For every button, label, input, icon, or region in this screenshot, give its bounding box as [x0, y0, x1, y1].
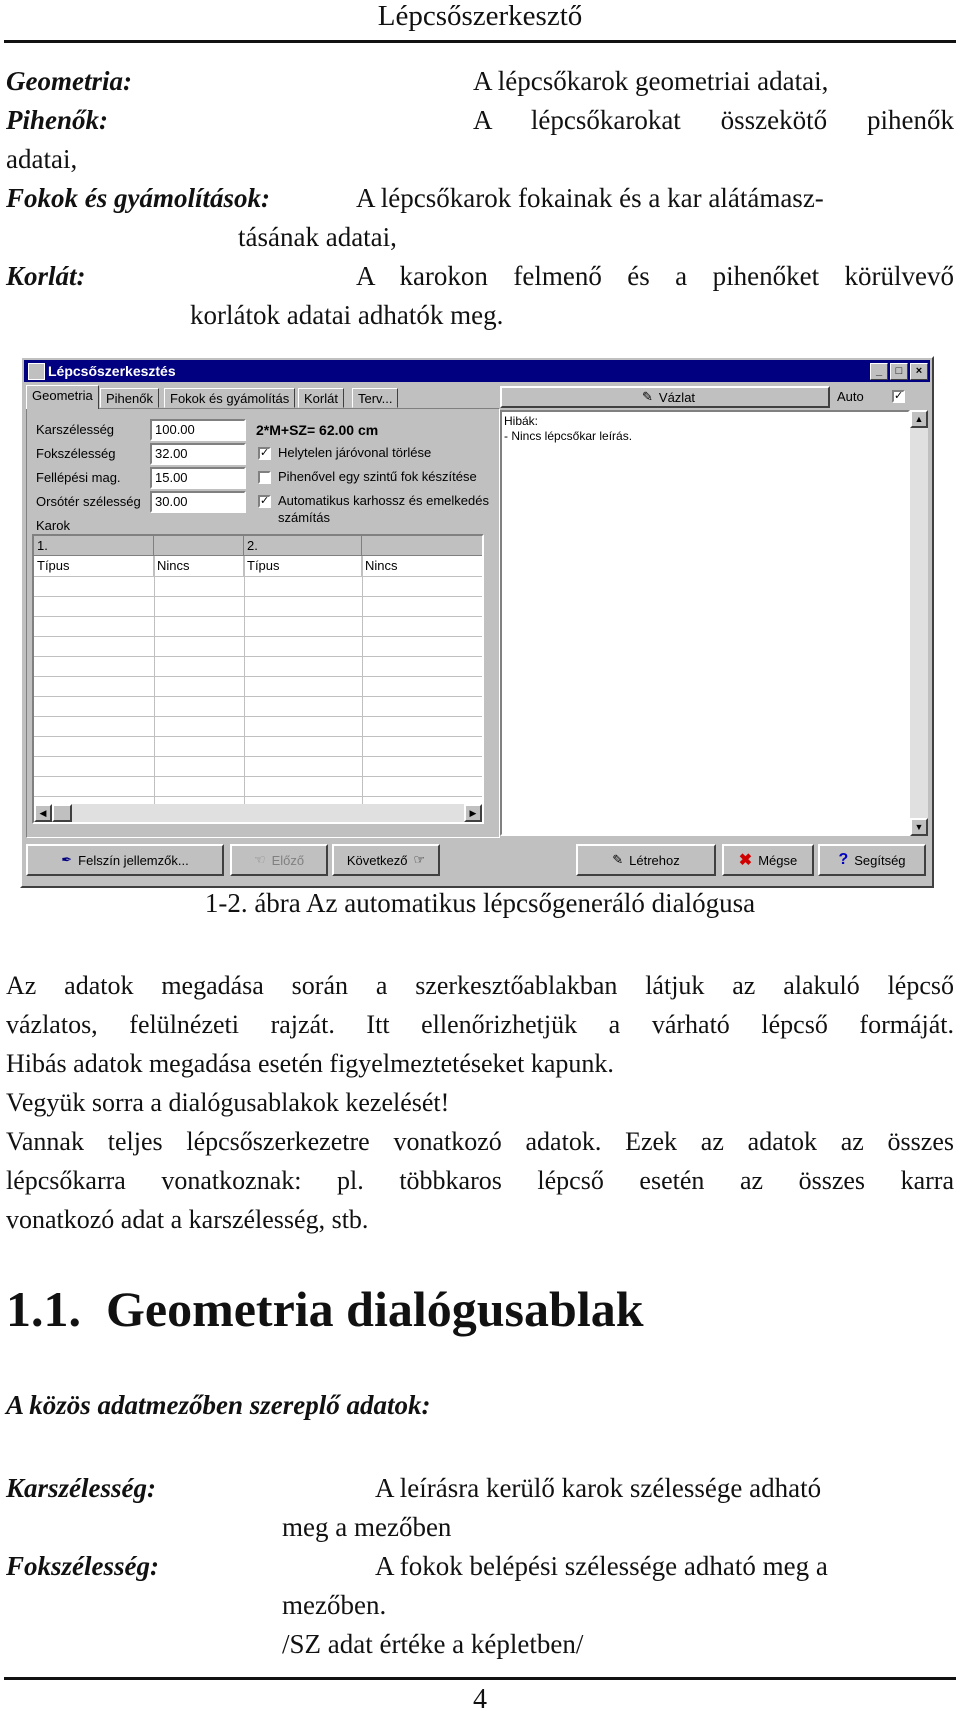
felszin-label: Felszín jellemzők... [78, 852, 189, 868]
grid-header-blank-2 [362, 536, 484, 556]
grid-row-line [34, 696, 484, 697]
megse-button[interactable] [722, 844, 814, 876]
grid-row-line [34, 776, 484, 777]
def-cont-fokszelesseg-2: /SZ adat értéke a képletben/ [282, 1629, 584, 1659]
vazlat-button[interactable] [500, 386, 830, 408]
p1-line-4: Vegyük sorra a dialógusablakok kezelését! [6, 1088, 450, 1117]
minimize-icon[interactable]: _ [870, 363, 888, 380]
dialog-title: Lépcsőszerkesztés [48, 363, 176, 379]
grid-row-line [34, 656, 484, 657]
figure-caption: 1-2. ábra Az automatikus lépcsőgeneráló dialógusa [204, 888, 756, 918]
field-label-fokszelesseg: Fokszélesség [36, 446, 116, 461]
def-cont-fokszelesseg-1: mezőben. [282, 1590, 387, 1620]
grid-hscrollbar[interactable] [34, 804, 482, 822]
pencil-icon: ✎ [642, 389, 653, 404]
intro-cont-fokok: tásának adatai, [238, 222, 397, 252]
section-title: 1.1. Geometria dialógusablak [6, 1281, 644, 1337]
karok-grid[interactable] [32, 534, 484, 824]
intro-text-pihenok: A lépcsőkarokat összekötő pihenők [473, 105, 954, 135]
help-question-icon: ? [838, 851, 849, 868]
segitseg-button[interactable] [818, 844, 926, 876]
intro-label-korlat: Korlát: [6, 261, 86, 291]
staircase-dialog-window [20, 356, 934, 888]
kovetkezo-label: Következő [346, 852, 408, 868]
grid-header-2: 2. [244, 536, 362, 556]
checkbox-jarovonal[interactable]: ✓ [260, 447, 270, 459]
def-text-karszelesseg: A leírásra kerülő karok szélessége adható [375, 1473, 822, 1503]
kovetkezo-button[interactable] [332, 844, 440, 876]
paragraph-2 [6, 1122, 954, 1239]
fellepesi-mag-input[interactable]: 15.00 [150, 467, 246, 489]
pencil-icon: ✎ [612, 852, 624, 867]
grid-cell-nincs-1[interactable]: Nincs [154, 556, 244, 576]
vazlat-label: Vázlat [658, 389, 696, 405]
p2-line-1: Vannak teljes lépcsőszerkezetre vonatkozó adatok. Ezek az adatok az összes [6, 1127, 954, 1156]
fokszelesseg-input[interactable]: 32.00 [150, 443, 246, 465]
def-cont-karszelesseg: meg a mezőben [282, 1512, 452, 1542]
grid-header-blank-1 [154, 536, 244, 556]
paragraph-1 [6, 966, 954, 1122]
auto-checkbox[interactable]: ✓ [894, 390, 904, 402]
grid-row-line [34, 616, 484, 617]
intro-text-fokok: A lépcsőkarok fokainak és a kar alátámasz- [356, 183, 824, 213]
field-label-karszelesseg: Karszélesség [36, 422, 115, 437]
errors-title: Hibák: [504, 414, 539, 428]
grid-row-line [34, 736, 484, 737]
intro-label-geometria: Geometria: [6, 66, 132, 96]
grid-col-line [244, 556, 245, 806]
grid-row-line [34, 796, 484, 797]
grid-col-line [362, 556, 363, 806]
def-label-fokszelesseg: Fokszélesség: [6, 1551, 159, 1581]
letrehoz-button[interactable] [576, 844, 716, 876]
field-label-fellepesi: Fellépési mag. [36, 470, 121, 485]
def-label-karszelesseg: Karszélesség: [6, 1473, 156, 1503]
grid-row-line [34, 576, 484, 577]
scroll-left-icon[interactable]: ◀ [34, 804, 52, 822]
maximize-icon[interactable]: □ [890, 363, 908, 380]
checkbox-automatikus[interactable]: ✓ [260, 495, 270, 507]
grid-row-line [34, 716, 484, 717]
arrow-right-icon: ☞ [413, 852, 426, 867]
scroll-right-icon[interactable]: ▶ [464, 804, 482, 822]
intro-label-pihenok: Pihenők: [6, 105, 109, 135]
felszin-jellemzok-button[interactable] [26, 844, 224, 876]
intro-text-korlat: A karokon felmenő és a pihenőket körülvevő [356, 261, 954, 291]
cancel-x-icon: ✖ [738, 852, 753, 869]
scroll-up-icon[interactable]: ▲ [910, 410, 928, 428]
brush-icon: ✒ [61, 852, 73, 867]
footer-rule [4, 1677, 956, 1680]
tab-fokok[interactable]: Fokok és gyámolítás [164, 388, 295, 408]
app-icon [28, 363, 45, 380]
tab-terv[interactable]: Terv... [352, 388, 398, 408]
letrehoz-label: Létrehoz [629, 852, 680, 868]
subheading: A közös adatmezőben szereplő adatok: [6, 1390, 431, 1420]
check-label-piheno-fok: Pihenővel egy szintű fok készítése [278, 469, 477, 484]
formula-text: 2*M+SZ= 62.00 cm [256, 422, 379, 438]
tab-geometria[interactable]: Geometria [26, 385, 99, 409]
orsoter-szelesseg-input[interactable]: 30.00 [150, 491, 246, 513]
header-rule [4, 40, 956, 43]
grid-col-line [154, 556, 155, 806]
tab-korlat[interactable]: Korlát [298, 388, 344, 408]
arrow-left-icon: ☜ [253, 852, 266, 867]
karszelesseg-input[interactable]: 100.00 [150, 419, 246, 441]
close-icon[interactable]: × [910, 363, 928, 380]
auto-label: Auto [837, 389, 864, 404]
p1-line-1: Az adatok megadása során a szerkesztőablakban látjuk az alakuló lépcső [6, 971, 954, 1000]
grid-row-line [34, 596, 484, 597]
grid-cell-tipus-1[interactable]: Típus [34, 556, 154, 576]
grid-row-line [34, 756, 484, 757]
scroll-down-icon[interactable]: ▼ [910, 818, 928, 836]
preview-area[interactable] [500, 410, 910, 836]
preview-vscrollbar[interactable] [910, 410, 928, 836]
def-text-fokszelesseg: A fokok belépési szélessége adható meg a [375, 1551, 828, 1581]
p1-line-2: vázlatos, felülnézeti rajzát. Itt ellenőrizhetjük a várható lépcső formáját. [6, 1010, 954, 1039]
intro-cont-pihenok: adatai, [6, 144, 78, 174]
errors-text: - Nincs lépcsőkar leírás. [504, 429, 633, 443]
grid-row-line [34, 636, 484, 637]
megse-label: Mégse [758, 852, 798, 868]
tab-pihenok[interactable]: Pihenők [100, 388, 159, 408]
grid-cell-tipus-2[interactable]: Típus [244, 556, 362, 576]
check-label-automatikus-2: számítás [278, 510, 331, 525]
segitseg-label: Segítség [854, 852, 906, 868]
p2-line-2: lépcsőkarra vonatkoznak: pl. többkaros lépcső esetén az összes karra [6, 1166, 954, 1195]
page-number: 4 [473, 1684, 487, 1715]
intro-text-geometria: A lépcsőkarok geometriai adatai, [473, 66, 829, 96]
elozo-label: Előző [271, 852, 305, 868]
intro-label-fokok: Fokok és gyámolítások: [6, 183, 270, 213]
scroll-thumb[interactable] [52, 804, 72, 822]
karok-label: Karok [36, 518, 70, 533]
grid-header-1: 1. [34, 536, 154, 556]
intro-cont-korlat: korlátok adatai adhatók meg. [190, 300, 504, 330]
elozo-button[interactable] [230, 844, 328, 876]
p2-line-3: vonatkozó adat a karszélesség, stb. [6, 1205, 369, 1234]
grid-cell-nincs-2[interactable]: Nincs [365, 558, 398, 573]
grid-row-line [34, 676, 484, 677]
p1-line-3: Hibás adatok megadása esetén figyelmeztetéseket kapunk. [6, 1049, 614, 1078]
field-label-orsoter: Orsótér szélesség [36, 494, 141, 509]
page-header-title: Lépcsőszerkesztő [377, 0, 583, 32]
check-label-automatikus: Automatikus karhossz és emelkedés [278, 493, 489, 508]
checkbox-piheno-fok[interactable] [258, 471, 271, 484]
dialog-titlebar [24, 360, 930, 382]
check-label-jarovonal: Helytelen járóvonal törlése [278, 445, 432, 460]
